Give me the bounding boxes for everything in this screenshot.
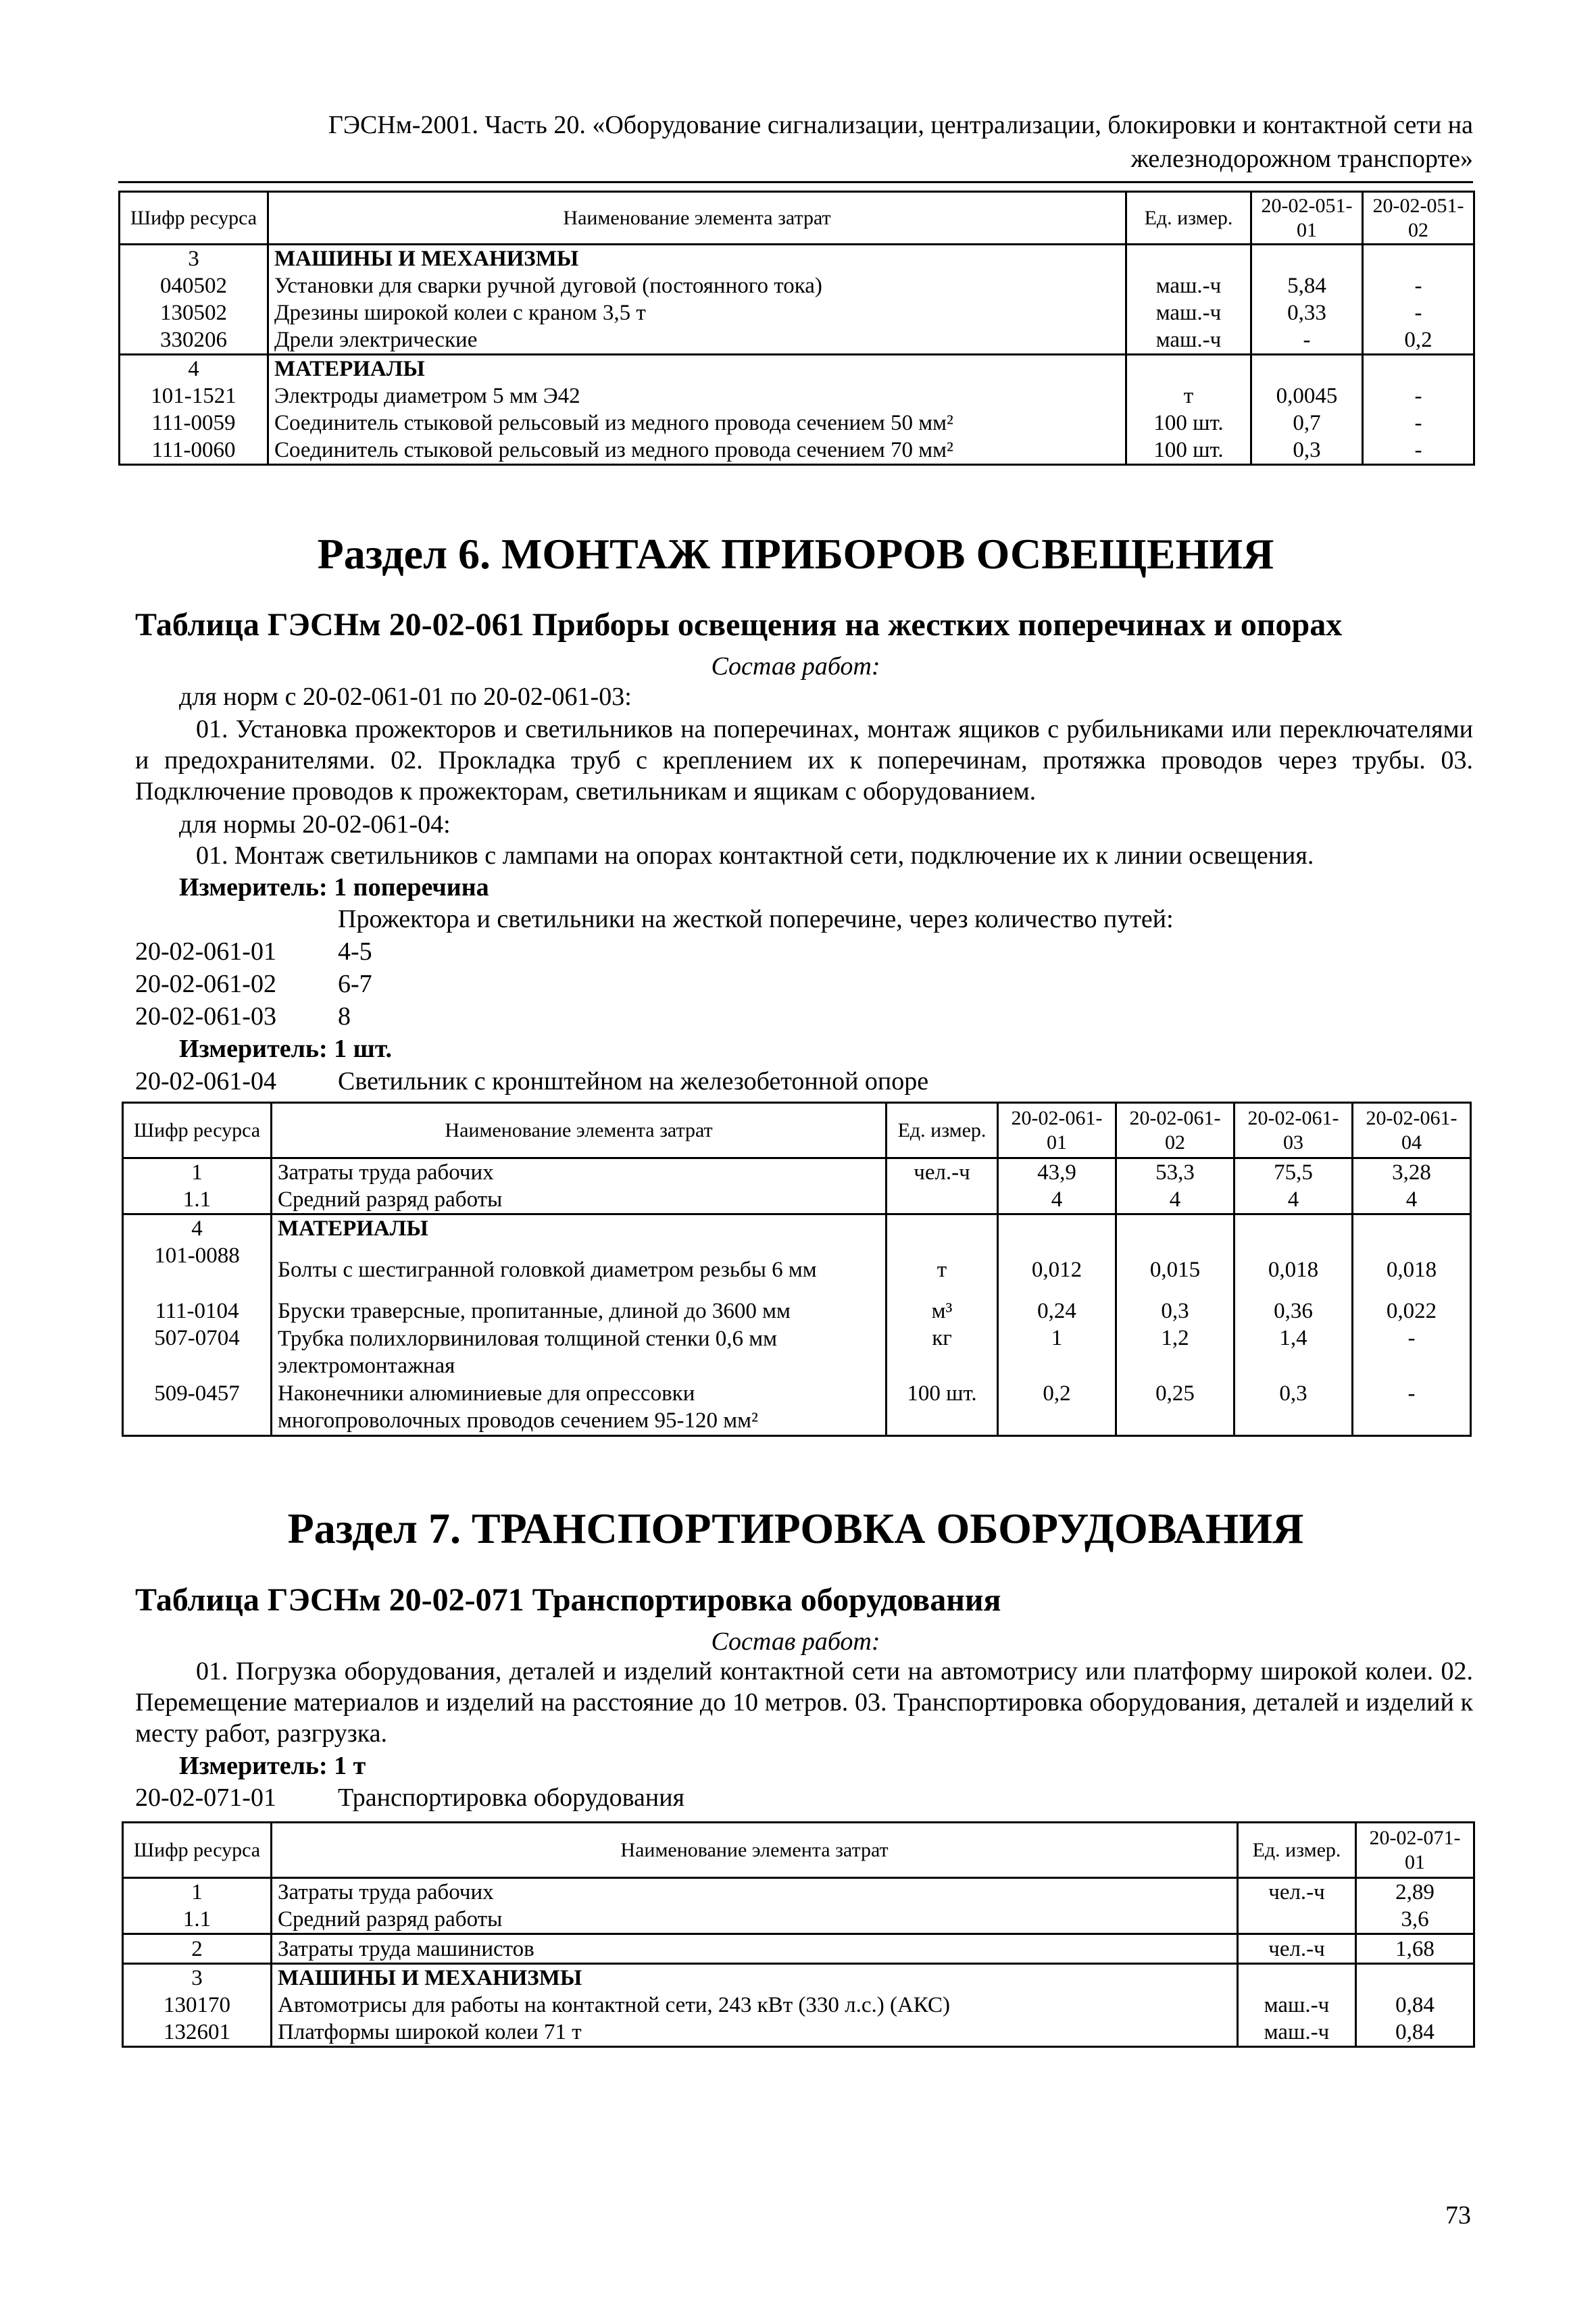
resource-code: 330206 — [120, 326, 268, 355]
resource-unit: чел.-ч — [1238, 1878, 1356, 1906]
resource-value: 43,9 — [998, 1158, 1116, 1187]
resource-value: 0,3 — [1235, 1380, 1353, 1435]
resources-table-051 — [118, 191, 1475, 466]
resource-value: 0,2 — [998, 1380, 1116, 1435]
resource-unit: маш.-ч — [1126, 272, 1251, 299]
col-header-norm: 20-02-061-02 — [1116, 1103, 1235, 1158]
group-code: 3 — [120, 245, 268, 273]
resource-name: Автомотрисы для работы на контактной сети, 243 кВт (330 л.с.) (АКС) — [272, 1992, 1238, 2019]
resource-code: 111-0104 — [123, 1298, 272, 1325]
col-header-code: Шифр ресурса — [120, 192, 268, 245]
header-rule — [118, 181, 1473, 183]
col-header-name: Наименование элемента затрат — [268, 192, 1126, 245]
resource-unit: маш.-ч — [1126, 326, 1251, 355]
resource-value: 3,28 — [1353, 1158, 1471, 1187]
resource-value: 2,89 — [1356, 1878, 1474, 1906]
resource-value: 0,7 — [1251, 410, 1363, 437]
col-header-norm: 20-02-061-03 — [1235, 1103, 1353, 1158]
resource-value: 0,018 — [1235, 1242, 1353, 1298]
resource-value: 53,3 — [1116, 1158, 1235, 1187]
resource-unit: м³ — [887, 1298, 998, 1325]
work-composition: 01. Погрузка оборудования, деталей и изделий контактной сети на автомотрису или платформу широкой колеи. 02. Перемещение материалов и изделий на расстояние до 10 метров. 03. Транспортировка оборудования, деталей и изделий к месту работ, разгрузка. — [135, 1657, 1473, 1748]
resource-unit: т — [887, 1242, 998, 1298]
resource-value: 5,84 — [1251, 272, 1363, 299]
resource-value: 0,012 — [998, 1242, 1116, 1298]
norm-tracks: 6-7 — [338, 970, 372, 998]
resource-name: Затраты труда рабочих — [272, 1878, 1238, 1906]
group-title: МАТЕРИАЛЫ — [272, 1214, 887, 1243]
col-header-name: Наименование элемента затрат — [272, 1103, 887, 1158]
resource-unit — [887, 1186, 998, 1214]
resource-unit: маш.-ч — [1238, 1992, 1356, 2019]
resource-unit: чел.-ч — [887, 1158, 998, 1187]
resource-value: 75,5 — [1235, 1158, 1353, 1187]
norm-description: Светильник с кронштейном на железобетонной опоре — [338, 1067, 929, 1096]
resource-unit: маш.-ч — [1238, 2019, 1356, 2047]
resource-code: 1.1 — [123, 1186, 272, 1214]
norm-code: 20-02-061-02 — [135, 970, 276, 998]
col-header-name: Наименование элемента затрат — [272, 1823, 1238, 1878]
norm-code: 20-02-061-04 — [135, 1067, 276, 1096]
resource-name: Электроды диаметром 5 мм Э42 — [268, 383, 1126, 410]
resource-value: - — [1363, 410, 1474, 437]
col-header-code: Шифр ресурса — [123, 1823, 272, 1878]
resource-unit: т — [1126, 383, 1251, 410]
norm-code: 20-02-061-01 — [135, 937, 276, 966]
resource-value: 0,3 — [1116, 1298, 1235, 1325]
group-code: 4 — [123, 1214, 272, 1243]
running-header-line1: ГЭСНм-2001. Часть 20. «Оборудование сигнализации, централизации, блокировки и контактной сети на — [328, 111, 1473, 139]
resource-name: Трубка полихлорвиниловая толщиной стенки 0,6 мм электромонтажная — [272, 1325, 887, 1380]
resource-value: 1,4 — [1235, 1325, 1353, 1380]
resource-code: 132601 — [123, 2019, 272, 2047]
col-header-norm: 20-02-071-01 — [1356, 1823, 1474, 1878]
col-header-unit: Ед. измер. — [887, 1103, 998, 1158]
resource-value: 0,84 — [1356, 1992, 1474, 2019]
resource-code: 111-0060 — [120, 437, 268, 465]
resource-code: 130502 — [120, 299, 268, 326]
resource-name: Бруски траверсные, пропитанные, длиной до 3600 мм — [272, 1298, 887, 1325]
norms-description: Прожектора и светильники на жесткой поперечине, через количество путей: — [338, 905, 1174, 933]
resource-value: 3,6 — [1356, 1906, 1474, 1934]
col-header-norm: 20-02-051-02 — [1363, 192, 1474, 245]
resource-value: 0,015 — [1116, 1242, 1235, 1298]
resource-unit: 100 шт. — [887, 1380, 998, 1435]
resource-code: 2 — [123, 1934, 272, 1964]
resource-value: 1,2 — [1116, 1325, 1235, 1380]
work-composition-1: 01. Установка прожекторов и светильников на поперечинах, монтаж ящиков с рубильниками или переключателями и предохранителями. 02. Прокладка труб с креплением их к поперечинам, протяжка проводов через трубы. 03. Подключение проводов к прожекторам, светильникам и ящикам с оборудованием. — [135, 715, 1473, 806]
resource-value: 0,33 — [1251, 299, 1363, 326]
resource-code: 101-0088 — [123, 1242, 272, 1298]
resources-table-071 — [122, 1821, 1475, 2048]
resource-code: 111-0059 — [120, 410, 268, 437]
norm-tracks: 8 — [338, 1002, 351, 1031]
section-7-title: Раздел 7. ТРАНСПОРТИРОВКА ОБОРУДОВАНИЯ — [287, 1504, 1304, 1552]
resource-code: 507-0704 — [123, 1325, 272, 1380]
resource-value: 0,2 — [1363, 326, 1474, 355]
running-header — [203, 108, 1473, 176]
composition-label: Состав работ: — [711, 652, 880, 681]
for-norms-2: для нормы 20-02-061-04: — [179, 810, 451, 839]
group-title: МАШИНЫ И МЕХАНИЗМЫ — [268, 245, 1126, 273]
page-number: 73 — [1445, 2201, 1471, 2230]
running-header-line2: железнодорожном транспорте» — [1130, 145, 1473, 173]
resource-value: 0,25 — [1116, 1380, 1235, 1435]
meter-1: Измеритель: 1 поперечина — [179, 873, 489, 902]
resource-name: Соединитель стыковой рельсовый из медного провода сечением 70 мм² — [268, 437, 1126, 465]
resource-value: 0,3 — [1251, 437, 1363, 465]
resource-unit — [1238, 1906, 1356, 1934]
resource-unit: чел.-ч — [1238, 1934, 1356, 1964]
resource-name: Средний разряд работы — [272, 1186, 887, 1214]
resource-name: Затраты труда машинистов — [272, 1934, 1238, 1964]
resource-value: - — [1363, 272, 1474, 299]
resource-name: Установки для сварки ручной дуговой (постоянного тока) — [268, 272, 1126, 299]
meter: Измеритель: 1 т — [179, 1752, 366, 1780]
resource-value: - — [1363, 299, 1474, 326]
resource-value: 4 — [1116, 1186, 1235, 1214]
resource-value: 4 — [998, 1186, 1116, 1214]
resource-value: 0,018 — [1353, 1242, 1471, 1298]
col-header-norm: 20-02-061-04 — [1353, 1103, 1471, 1158]
table-071-title: Таблица ГЭСНм 20-02-071 Транспортировка оборудования — [135, 1582, 1001, 1618]
resource-code: 509-0457 — [123, 1380, 272, 1435]
resource-value: 0,0045 — [1251, 383, 1363, 410]
resource-value: 0,24 — [998, 1298, 1116, 1325]
resource-name: Дрезины широкой колеи с краном 3,5 т — [268, 299, 1126, 326]
resource-value: 1 — [998, 1325, 1116, 1380]
resource-value: - — [1363, 383, 1474, 410]
resource-unit: 100 шт. — [1126, 437, 1251, 465]
col-header-norm: 20-02-061-01 — [998, 1103, 1116, 1158]
norm-tracks: 4-5 — [338, 937, 372, 966]
resource-value: 1,68 — [1356, 1934, 1474, 1964]
resource-value: 0,022 — [1353, 1298, 1471, 1325]
norm-description: Транспортировка оборудования — [338, 1783, 685, 1812]
resource-code: 130170 — [123, 1992, 272, 2019]
resource-code: 1 — [123, 1878, 272, 1906]
table-061-title: Таблица ГЭСНм 20-02-061 Приборы освещения на жестких поперечинах и опорах — [135, 607, 1343, 643]
resource-name: Наконечники алюминиевые для опрессовки многопроволочных проводов сечением 95-120 мм² — [272, 1380, 887, 1435]
group-title: МАШИНЫ И МЕХАНИЗМЫ — [272, 1964, 1238, 1992]
resource-value: - — [1353, 1380, 1471, 1435]
resources-table-061 — [122, 1102, 1472, 1437]
norm-code: 20-02-071-01 — [135, 1783, 276, 1812]
resource-code: 1 — [123, 1158, 272, 1187]
resource-value: - — [1251, 326, 1363, 355]
resource-value: - — [1353, 1325, 1471, 1380]
resource-value: 4 — [1353, 1186, 1471, 1214]
resource-value: 0,84 — [1356, 2019, 1474, 2047]
resource-name: Платформы широкой колеи 71 т — [272, 2019, 1238, 2047]
resource-code: 1.1 — [123, 1906, 272, 1934]
work-composition-2: 01. Монтаж светильников с лампами на опорах контактной сети, подключение их к линии освещения. — [196, 841, 1314, 870]
resource-code: 040502 — [120, 272, 268, 299]
resource-unit: 100 шт. — [1126, 410, 1251, 437]
resource-name: Затраты труда рабочих — [272, 1158, 887, 1187]
resource-name: Дрели электрические — [268, 326, 1126, 355]
norm-code: 20-02-061-03 — [135, 1002, 276, 1031]
resource-value: 4 — [1235, 1186, 1353, 1214]
composition-label: Состав работ: — [711, 1627, 880, 1656]
resource-value: - — [1363, 437, 1474, 465]
resource-name: Соединитель стыковой рельсовый из медного провода сечением 50 мм² — [268, 410, 1126, 437]
resource-name: Средний разряд работы — [272, 1906, 1238, 1934]
resource-name: Болты с шестигранной головкой диаметром резьбы 6 мм — [272, 1242, 887, 1298]
resource-code: 101-1521 — [120, 383, 268, 410]
group-code: 3 — [123, 1964, 272, 1992]
col-header-norm: 20-02-051-01 — [1251, 192, 1363, 245]
for-norms-1: для норм с 20-02-061-01 по 20-02-061-03: — [179, 683, 632, 711]
col-header-code: Шифр ресурса — [123, 1103, 272, 1158]
meter-2: Измеритель: 1 шт. — [179, 1035, 393, 1063]
resource-unit: кг — [887, 1325, 998, 1380]
col-header-unit: Ед. измер. — [1238, 1823, 1356, 1878]
group-code: 4 — [120, 355, 268, 383]
col-header-unit: Ед. измер. — [1126, 192, 1251, 245]
group-title: МАТЕРИАЛЫ — [268, 355, 1126, 383]
section-6-title: Раздел 6. МОНТАЖ ПРИБОРОВ ОСВЕЩЕНИЯ — [317, 530, 1274, 578]
resource-value: 0,36 — [1235, 1298, 1353, 1325]
resource-unit: маш.-ч — [1126, 299, 1251, 326]
